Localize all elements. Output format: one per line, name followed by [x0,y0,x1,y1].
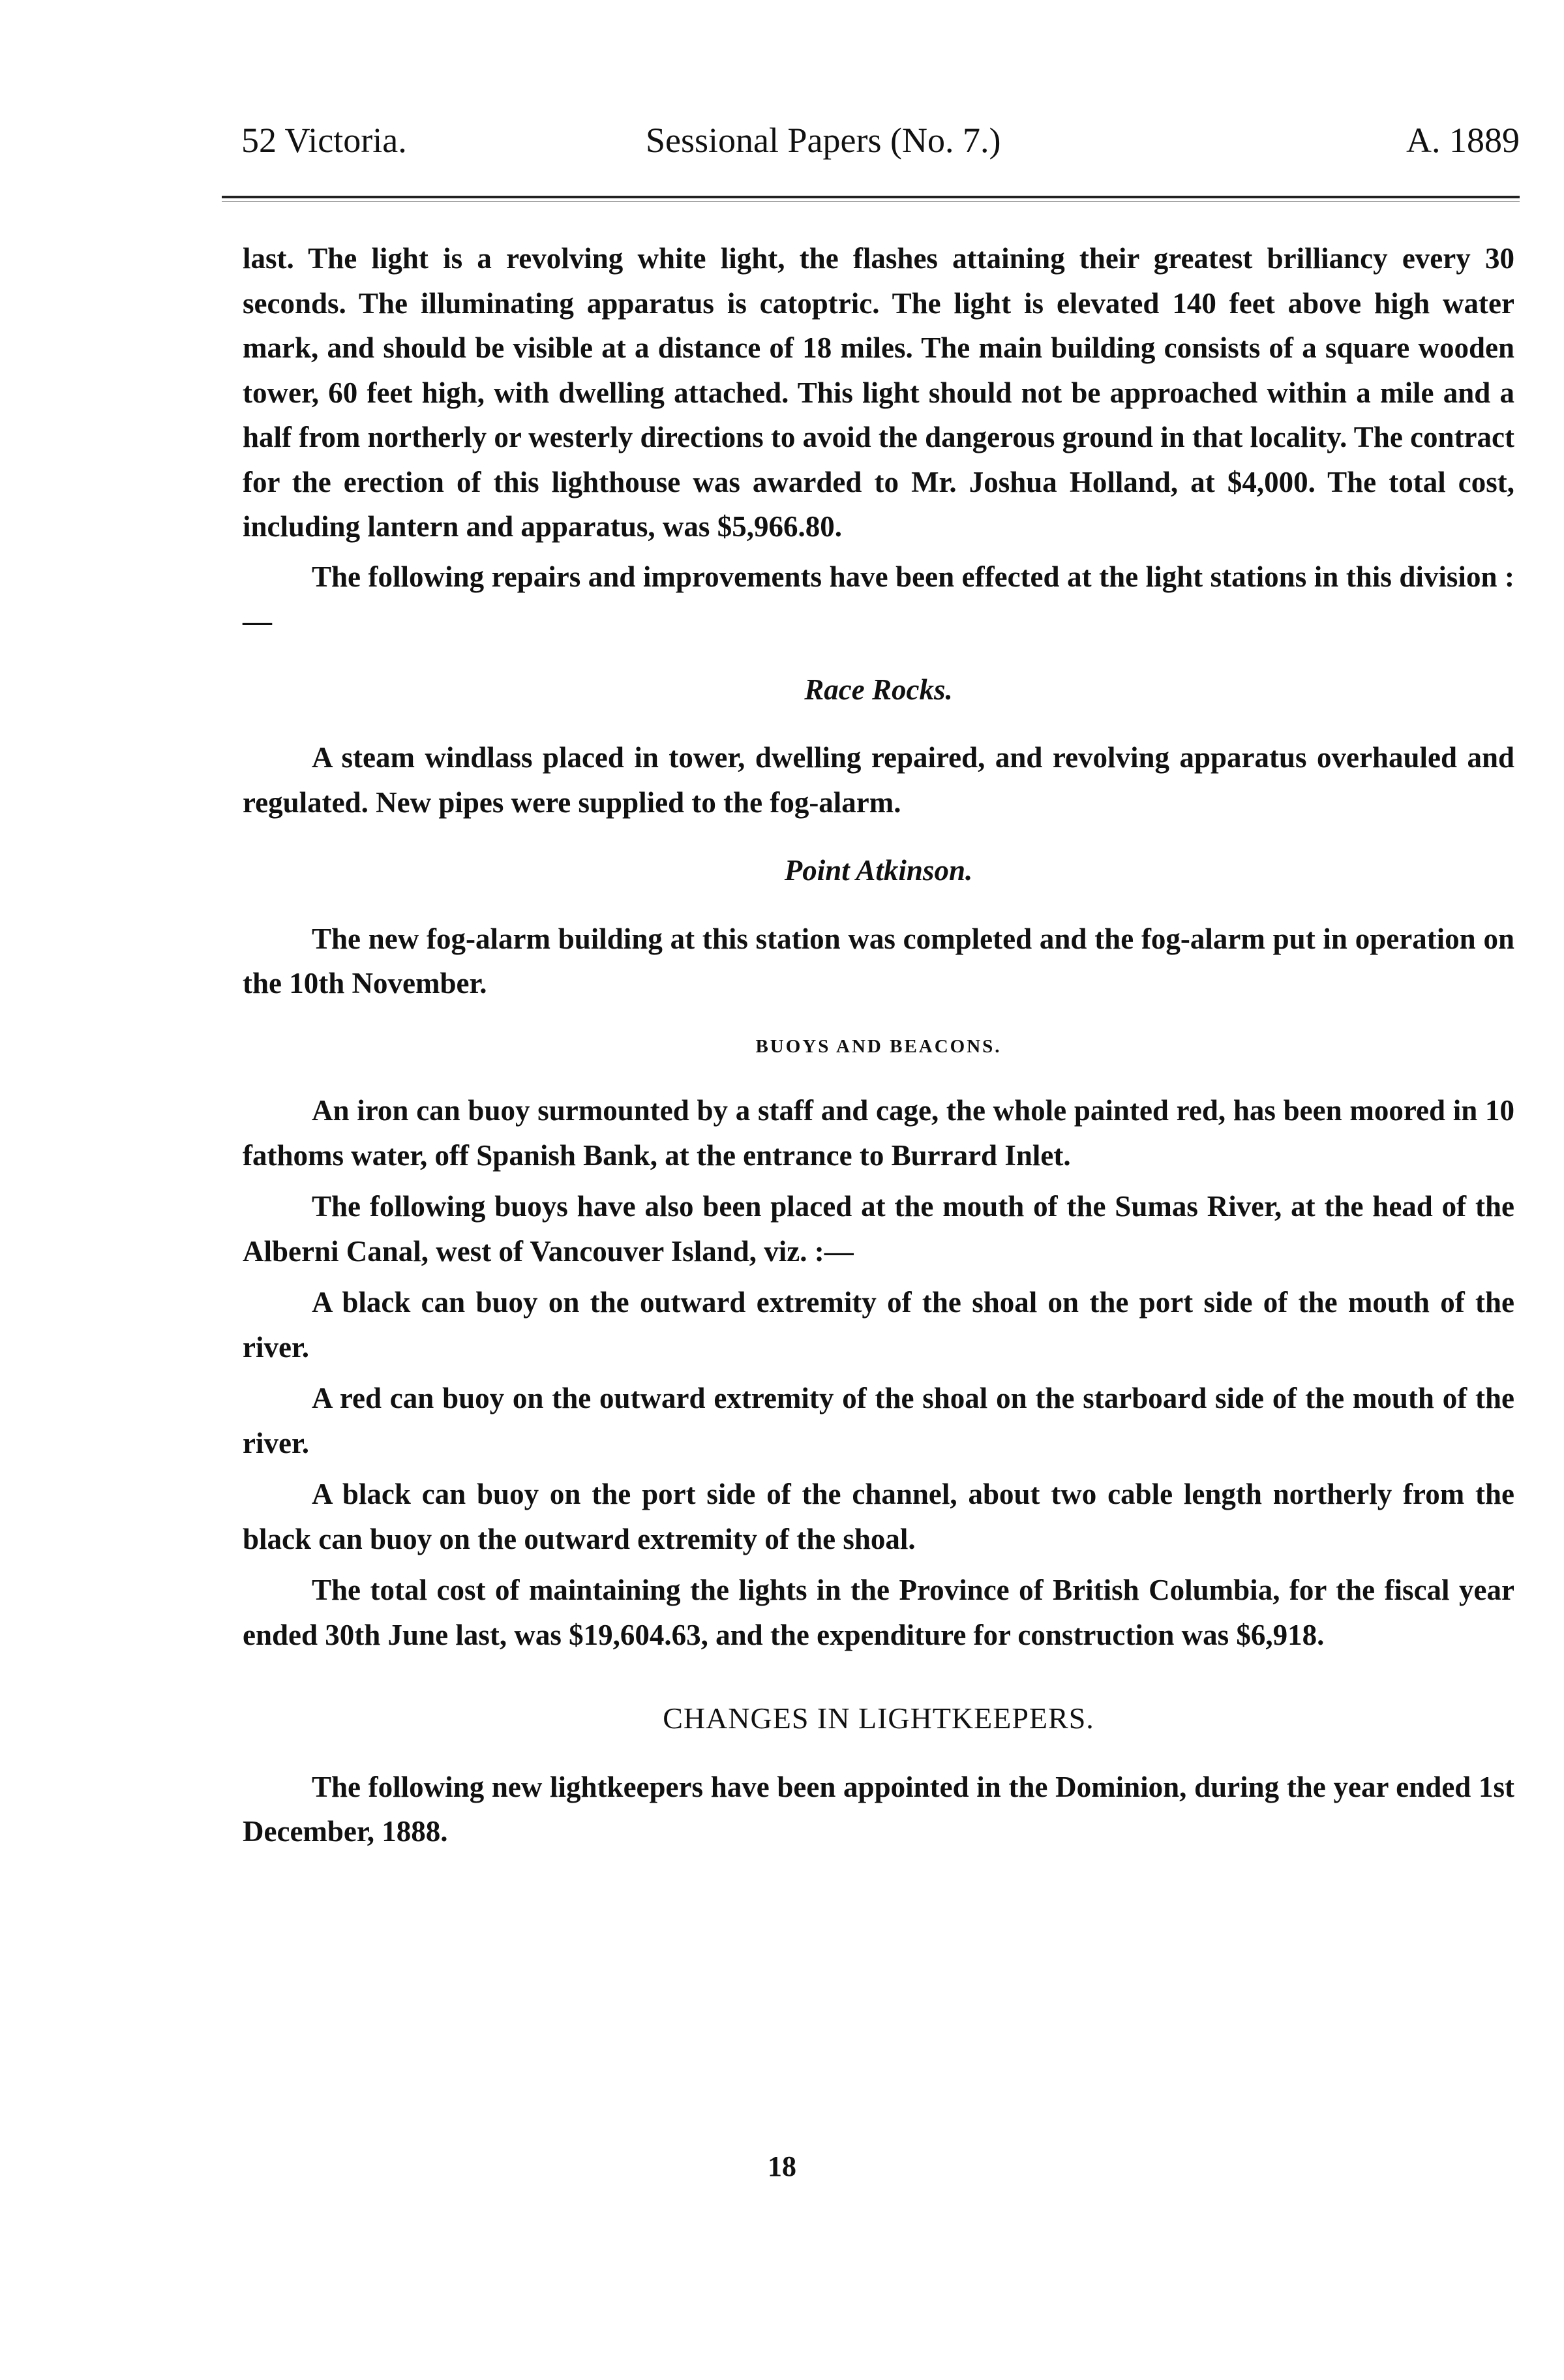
page-number: 18 [768,2150,796,2182]
heading-point-atkinson: Point Atkinson. [784,854,973,887]
paragraph-iron-can-buoy: An iron can buoy surmounted by a staff and cage, the whole painted red, has been moored in 10 fathoms water, off Spanish Bank, at the entrance to Burrard Inlet. [243,1094,1514,1172]
heading-changes-in-lightkeepers: CHANGES IN LIGHTKEEPERS. [663,1701,1094,1735]
paragraph-black-buoy-port: A black can buoy on the outward extremity of the shoal on the port side of the mouth of the river. [243,1286,1514,1364]
paragraph-sumas-buoys: The following buoys have also been placed at the mouth of the Sumas River, at the head of the Alberni Canal, west of Vancouver Island, viz. :— [243,1190,1514,1268]
paragraph-new-lightkeepers: The following new lightkeepers have been appointed in the Dominion, during the year ended 1st December, 1888. [243,1770,1514,1848]
paragraph-total-cost: The total cost of maintaining the lights in the Province of British Columbia, for the fiscal year ended 30th June last, was $19,604.63, and the expenditure for construction was $6,918. [243,1574,1514,1651]
running-header [241,114,1520,166]
header-rule-thin [222,201,1520,202]
paragraph-lighthouse-description: last. The light is a revolving white light, the flashes attaining their greatest brilliancy every 30 seconds. The illuminating apparatus is catoptric. The light is elevated 140 feet above high water mark, and should be visible at a distance of 18 miles. The main building consists of a square wooden tower, 60 feet high, with dwelling attached. This light should not be approached within a mile and a half from northerly or westerly directions to avoid the dangerous ground in that locality. The contract for the erection of this lighthouse was awarded to Mr. Joshua Holland, at $4,000. The total cost, including lantern and apparatus, was $5,966.80. [243,242,1514,543]
paragraph-black-buoy-channel: A black can buoy on the port side of the channel, about two cable length northerly from the black can buoy on the outward extremity of the shoal. [243,1478,1514,1555]
header-year: A. 1889 [1406,121,1520,160]
paragraph-red-buoy-starboard: A red can buoy on the outward extremity of the shoal on the starboard side of the mouth of the river. [243,1382,1514,1459]
heading-buoys-and-beacons: BUOYS AND BEACONS. [755,1035,1002,1057]
heading-race-rocks: Race Rocks. [804,673,953,706]
header-rule [222,196,1520,198]
body-text [243,236,1514,1854]
header-session: 52 Victoria. [241,121,407,160]
header-publication: Sessional Papers (No. 7.) [646,121,1001,160]
paragraph-point-atkinson: The new fog-alarm building at this station was completed and the fog-alarm put in operation on the 10th November. [243,922,1514,999]
paragraph-repairs-intro: The following repairs and improvements have been effected at the light stations in this division :— [243,560,1514,637]
paragraph-race-rocks: A steam windlass placed in tower, dwelling repaired, and revolving apparatus overhauled and regulated. New pipes were supplied to the fog-alarm. [243,741,1514,819]
